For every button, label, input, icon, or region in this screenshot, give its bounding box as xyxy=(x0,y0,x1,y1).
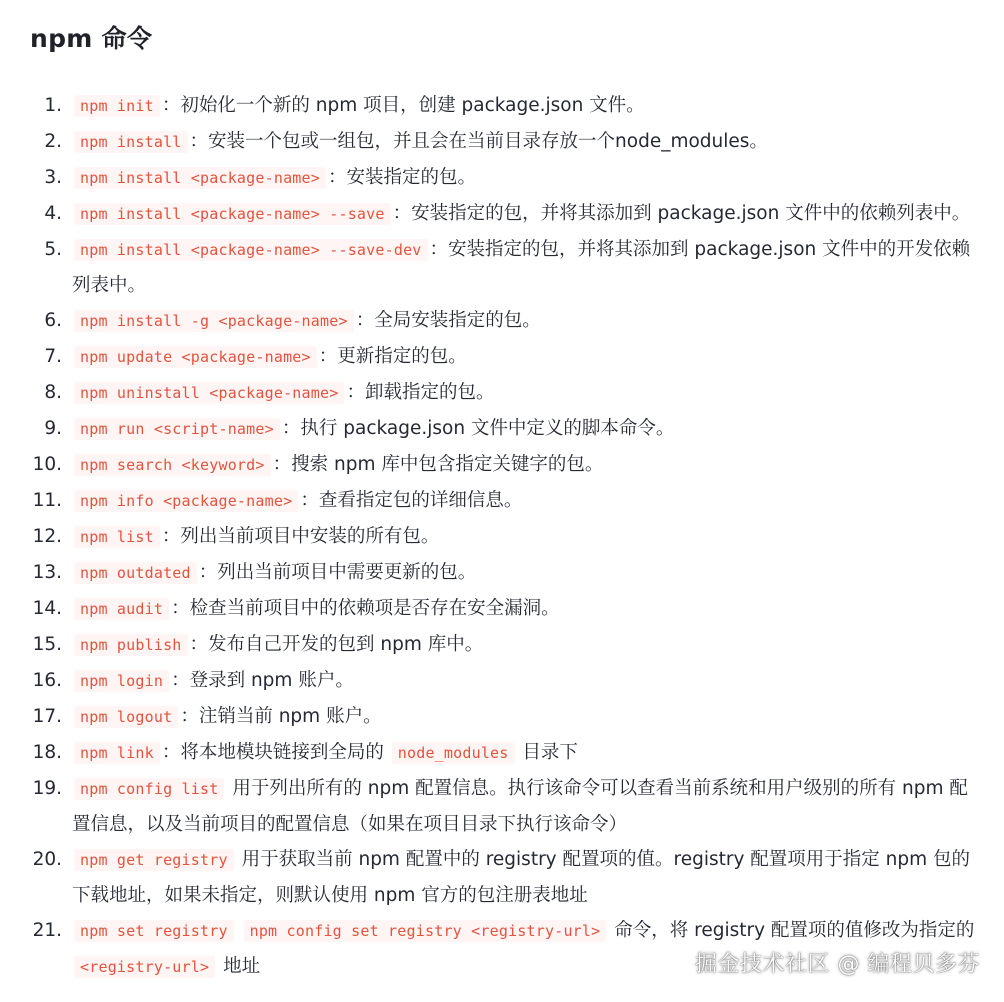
list-item-number: 4. xyxy=(44,203,62,224)
inline-code: npm info <package-name> xyxy=(74,490,298,512)
inline-code: npm config set registry <registry-url> xyxy=(244,920,607,942)
list-item xyxy=(30,339,980,375)
item-description: 用于列出所有的 npm 配置信息。执行该命令可以查看当前系统和用户级别的所有 npm 配置信息，以及当前项目的配置信息（如果在项目目录下执行该命令） xyxy=(72,778,968,835)
inline-code: npm install <package-name> xyxy=(74,167,326,189)
inline-code: npm config list xyxy=(74,778,224,800)
list-item xyxy=(30,627,980,663)
list-item-number: 13. xyxy=(32,562,62,583)
watermark-text: 掘金技术社区 @ 编程贝多芬 xyxy=(695,952,980,977)
item-description: 目录下 xyxy=(516,742,578,763)
list-item-number: 18. xyxy=(32,742,62,763)
list-item xyxy=(30,591,980,627)
list-item xyxy=(30,663,980,699)
list-item xyxy=(30,124,980,160)
list-item xyxy=(30,232,980,303)
inline-code: <registry-url> xyxy=(74,956,215,978)
item-description: ：安装指定的包，并将其添加到 package.json 文件中的开发依赖列表中。 xyxy=(72,239,971,296)
list-item xyxy=(30,842,980,913)
list-item-number: 17. xyxy=(32,706,62,727)
item-description: ：列出当前项目中需要更新的包。 xyxy=(198,562,477,583)
list-item-number: 5. xyxy=(44,239,62,260)
inline-code: npm run <script-name> xyxy=(74,418,280,440)
list-item-number: 3. xyxy=(44,167,62,188)
list-item xyxy=(30,160,980,196)
item-description: ：执行 package.json 文件中定义的脚本命令。 xyxy=(281,418,675,439)
inline-code: npm init xyxy=(74,95,160,117)
list-item-number: 2. xyxy=(44,131,62,152)
list-item-number: 8. xyxy=(44,382,62,403)
item-description: ：查看指定包的详细信息。 xyxy=(300,490,523,511)
list-item xyxy=(30,447,980,483)
list-item-number: 1. xyxy=(44,95,62,116)
list-item xyxy=(30,375,980,411)
item-description: ：检查当前项目中的依赖项是否存在安全漏洞。 xyxy=(171,598,560,619)
item-description: ：更新指定的包。 xyxy=(318,346,467,367)
list-item-number: 7. xyxy=(44,346,62,367)
list-item xyxy=(30,196,980,232)
item-description: 地址 xyxy=(217,956,261,977)
inline-code: npm install <package-name> --save-dev xyxy=(74,239,428,261)
item-description: ：安装一个包或一组包，并且会在当前目录存放一个node_modules。 xyxy=(189,131,768,152)
item-description: ：全局安装指定的包。 xyxy=(355,310,541,331)
inline-code: npm install -g <package-name> xyxy=(74,310,354,332)
item-description: ：将本地模块链接到全局的 xyxy=(161,742,390,763)
item-description: ：搜索 npm 库中包含指定关键字的包。 xyxy=(272,454,604,475)
inline-code: npm search <keyword> xyxy=(74,454,271,476)
inline-code: npm install <package-name> --save xyxy=(74,203,391,225)
list-item-number: 15. xyxy=(32,634,62,655)
item-description: ：发布自己开发的包到 npm 库中。 xyxy=(189,634,484,655)
inline-code: npm audit xyxy=(74,598,169,620)
inline-code: npm get registry xyxy=(74,849,234,871)
inline-code: node_modules xyxy=(392,742,515,764)
list-item-number: 10. xyxy=(32,454,62,475)
list-item-number: 16. xyxy=(32,670,62,691)
inline-code: npm outdated xyxy=(74,562,197,584)
inline-code: npm publish xyxy=(74,634,188,656)
list-item-number: 21. xyxy=(32,920,62,941)
list-item xyxy=(30,519,980,555)
inline-code: npm list xyxy=(74,526,160,548)
inline-code: npm logout xyxy=(74,706,178,728)
list-item-number: 12. xyxy=(32,526,62,547)
inline-code: npm uninstall <package-name> xyxy=(74,382,344,404)
list-item-number: 19. xyxy=(32,778,62,799)
item-description xyxy=(236,920,242,941)
item-description: 用于获取当前 npm 配置中的 registry 配置项的值。registry 配置项用于指定 npm 包的下载地址，如果未指定，则默认使用 npm 官方的包注册表地址 xyxy=(72,849,971,906)
item-description: ：卸载指定的包。 xyxy=(346,382,495,403)
item-description: ：列出当前项目中安装的所有包。 xyxy=(161,526,440,547)
inline-code: npm set registry xyxy=(74,920,234,942)
inline-code: npm login xyxy=(74,670,169,692)
list-item xyxy=(30,483,980,519)
inline-code: npm install xyxy=(74,131,188,153)
list-item-number: 14. xyxy=(32,598,62,619)
inline-code: npm update <package-name> xyxy=(74,346,317,368)
list-item-number: 11. xyxy=(32,490,62,511)
inline-code: npm link xyxy=(74,742,160,764)
item-description: 命令，将 registry 配置项的值修改为指定的 xyxy=(608,920,975,941)
list-item xyxy=(30,303,980,339)
command-list xyxy=(30,88,980,985)
list-item xyxy=(30,411,980,447)
list-item-number: 9. xyxy=(44,418,62,439)
list-item-number: 6. xyxy=(44,310,62,331)
item-description: ：安装指定的包，并将其添加到 package.json 文件中的依赖列表中。 xyxy=(392,203,971,224)
item-description: ：安装指定的包。 xyxy=(328,167,477,188)
item-description: ：初始化一个新的 npm 项目，创建 package.json 文件。 xyxy=(161,95,645,116)
list-item xyxy=(30,555,980,591)
page-title: npm 命令 xyxy=(30,24,153,53)
list-item xyxy=(30,735,980,771)
item-description: ：登录到 npm 账户。 xyxy=(171,670,354,691)
list-item-number: 20. xyxy=(32,849,62,870)
list-item xyxy=(30,771,980,842)
list-item xyxy=(30,699,980,735)
list-item xyxy=(30,88,980,124)
item-description: ：注销当前 npm 账户。 xyxy=(180,706,382,727)
